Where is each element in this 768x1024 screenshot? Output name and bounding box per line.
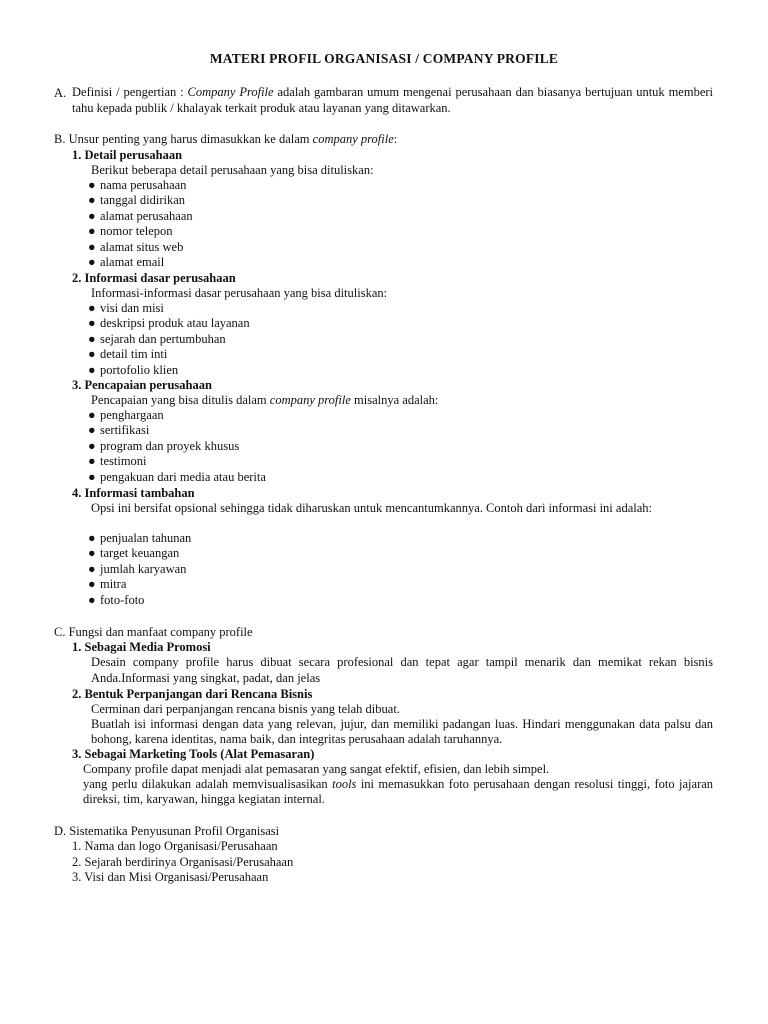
section-d-heading (54, 823, 279, 839)
b1-bullet-list (88, 178, 193, 270)
bullet-icon: ● (88, 592, 96, 607)
list-item: ● portofolio klien (88, 362, 179, 377)
list-item: ● penghargaan (88, 408, 164, 422)
section-b-colon: : (393, 132, 398, 146)
c2-text-2: Buatlah isi informasi dengan data yang relevan, jujur, dan memiliki padangan luas. Hindari menggunakan data palsu dan bohong, karena identitas, nama baik, dan integritas perusahaan adalah taruhannya. (91, 717, 713, 747)
document-title: MATERI PROFIL ORGANISASI / COMPANY PROFILE (209, 51, 559, 66)
section-c-lead: Fungsi dan manfaat company profile (68, 625, 253, 639)
section-b-heading (54, 131, 397, 147)
c1-text: Desain company profile harus dibuat secara profesional dan tepat agar tampil menarik dan memikat rekan bisnis Anda.Informasi yang singkat, padat, dan jelas (91, 655, 713, 685)
list-item: ● target keuangan (88, 546, 180, 561)
list-item: ● mitra (88, 577, 127, 592)
bullet-icon: ● (88, 347, 96, 362)
bullet-icon: ● (88, 438, 96, 453)
bullet-icon: ● (88, 193, 96, 208)
bullet-icon: ● (88, 454, 96, 469)
list-item: ● deskripsi produk atau layanan (88, 316, 250, 331)
section-c-marker: C. (54, 625, 66, 639)
list-item: ● jumlah karyawan (88, 561, 187, 576)
bullet-icon: ● (88, 239, 96, 254)
list-item: ● alamat perusahaan (88, 208, 193, 223)
bullet-icon: ● (88, 255, 96, 270)
section-a-definition (72, 85, 713, 116)
c1-heading: 1. Sebagai Media Promosi (72, 640, 211, 654)
list-item: ● sejarah dan pertumbuhan (88, 331, 226, 346)
list-item: ● testimoni (88, 454, 147, 469)
bullet-icon: ● (88, 408, 96, 422)
b1-intro: Berikut beberapa detail perusahaan yang bisa dituliskan: (91, 163, 374, 177)
b3-heading: 3. Pencapaian perusahaan (72, 378, 212, 392)
list-item: ● sertifikasi (88, 423, 150, 438)
b2-bullet-list (88, 301, 250, 378)
bullet-icon: ● (88, 208, 96, 223)
b2-heading: 2. Informasi dasar perusahaan (72, 271, 236, 285)
list-item: ● penjualan tahunan (88, 531, 192, 545)
list-item: ● nomor telepon (88, 224, 173, 239)
section-d-list (72, 839, 293, 886)
bullet-icon: ● (88, 561, 96, 576)
bullet-icon: ● (88, 546, 96, 561)
c2-text-1: Cerminan dari perpanjangan rencana bisnis yang telah dibuat. (91, 702, 400, 716)
b3-intro: Pencapaian yang bisa ditulis dalam company profile misalnya adalah: (91, 393, 439, 407)
bullet-icon: ● (88, 531, 96, 545)
bullet-icon: ● (88, 362, 96, 377)
bullet-icon: ● (88, 301, 96, 315)
section-b-marker: B. (54, 132, 66, 146)
bullet-icon: ● (88, 423, 96, 438)
list-item: 1. Nama dan logo Organisasi/Perusahaan (72, 839, 278, 853)
b4-heading: 4. Informasi tambahan (72, 486, 195, 500)
c3-text-1: Company profile dapat menjadi alat pemasaran yang sangat efektif, efisien, dan lebih simpel. (83, 762, 550, 776)
c3-heading: 3. Sebagai Marketing Tools (Alat Pemasaran) (72, 747, 315, 761)
c2-heading: 2. Bentuk Perpanjangan dari Rencana Bisnis (72, 687, 313, 701)
section-a-marker: A. (54, 86, 67, 100)
bullet-icon: ● (88, 224, 96, 239)
list-item: ● detail tim inti (88, 347, 168, 362)
b4-bullet-list (88, 531, 191, 608)
section-b-lead: Unsur penting yang harus dimasukkan ke dalam (68, 132, 310, 146)
c3-text-term: tools (332, 777, 357, 791)
section-a-term: Company Profile (187, 85, 274, 99)
list-item: ● visi dan misi (88, 301, 164, 315)
list-item: ● tanggal didirikan (88, 193, 186, 208)
c3-text-2: yang perlu dilakukan adalah memvisualisasikan tools ini memasukkan foto perusahaan dengan resolusi tinggi, foto jajaran direksi, tim, karyawan, hingga kegiatan internal. (83, 777, 714, 807)
list-item: ● alamat email (88, 255, 165, 270)
b3-bullet-list (88, 408, 266, 485)
list-item: ● pengakuan dari media atau berita (88, 469, 266, 484)
b2-intro: Informasi-informasi dasar perusahaan yang bisa dituliskan: (91, 286, 388, 300)
list-item: ● foto-foto (88, 592, 145, 607)
bullet-icon: ● (88, 178, 96, 192)
list-item: ● alamat situs web (88, 239, 184, 254)
list-item: ● program dan proyek khusus (88, 438, 240, 453)
list-item: ● nama perusahaan (88, 178, 187, 192)
section-b-term: company profile (312, 132, 394, 146)
bullet-icon: ● (88, 331, 96, 346)
list-item: 2. Sejarah berdirinya Organisasi/Perusahaan (72, 854, 294, 869)
section-c-heading (54, 624, 253, 640)
bullet-icon: ● (88, 316, 96, 331)
b1-heading: 1. Detail perusahaan (72, 148, 183, 162)
bullet-icon: ● (88, 469, 96, 484)
section-a-text: adalah gambaran umum mengenai perusahaan dan biasanya bertujuan untuk memberi tahu kepada publik / khalayak terkait produk atau layanan yang ditawarkan. (72, 85, 713, 115)
b3-intro-term: company profile (269, 393, 351, 407)
section-a-lead: Definisi / pengertian : (72, 85, 184, 99)
section-d-lead: Sistematika Penyusunan Profil Organisasi (69, 824, 280, 838)
bullet-icon: ● (88, 577, 96, 592)
section-d-marker: D. (54, 824, 67, 838)
list-item: 3. Visi dan Misi Organisasi/Perusahaan (72, 870, 269, 885)
b4-intro: Opsi ini bersifat opsional sehingga tidak diharuskan untuk mencantumkannya. Contoh dari informasi ini adalah: (91, 501, 652, 515)
